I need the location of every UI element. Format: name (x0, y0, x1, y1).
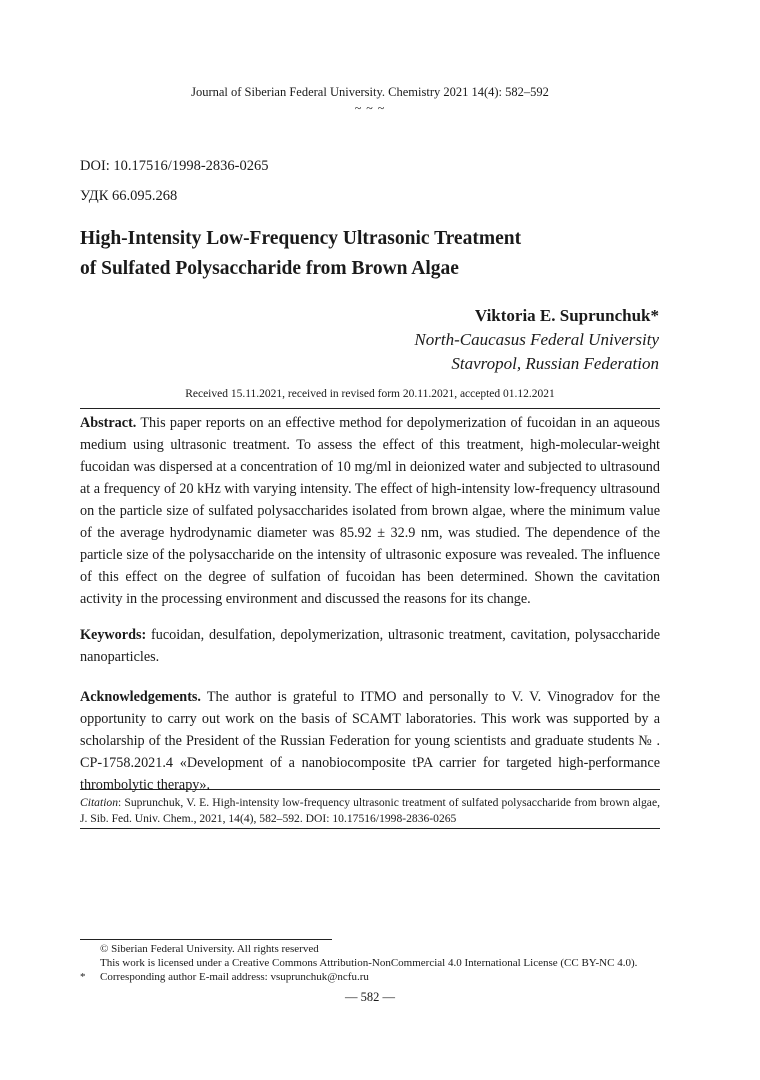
abstract (80, 412, 660, 610)
page-number: — 582 — (345, 990, 395, 1004)
citation (80, 795, 660, 827)
footnote-copyright: © Siberian Federal University. All rights reserved (100, 943, 319, 955)
acknowledgements-text: The author is grateful to ITMO and personally to V. V. Vinogradov for the opportunity to carry out work on the basis of SCAMT laboratories. This work was supported by a scholarship of the President of the Russian Federation for young scientists and graduate students № . СР-1758.2021.4 «Development of a nanobiocomposite tPA carrier for targeted high-performance thrombolytic therapy». (80, 689, 660, 793)
udk-code: УДК 66.095.268 (80, 188, 178, 204)
journal-header: Journal of Siberian Federal University. Chemistry 2021 14(4): 582–592 (191, 85, 549, 99)
keywords (80, 624, 660, 668)
title-line-1: High-Intensity Low-Frequency Ultrasonic Treatment (80, 228, 522, 249)
citation-text: : Suprunchuk, V. E. High-intensity low-frequency ultrasonic treatment of sulfated polysaccharide from brown algae, J. Sib. Fed. Univ. Chem., 2021, 14(4), 582–592. DOI: 10.17516/1998-2836-0265 (80, 796, 660, 825)
title-line-2: of Sulfated Polysaccharide from Brown Algae (80, 258, 459, 279)
footnote-corresponding: * Corresponding author E-mail address: vsuprunchuk@ncfu.ru (80, 971, 369, 983)
affiliation-university: North-Caucasus Federal University (414, 330, 659, 349)
divider-citation-top (80, 789, 660, 790)
abstract-text: This paper reports on an effective method for depolymerization of fucoidan in an aqueous medium using ultrasonic treatment. To assess the effect of this treatment, high-molecular-weight fucoidan was dispersed at a concentration of 10 mg/ml in deionized water and subjected to ultrasound at a frequency of 20 kHz with varying intensity. The effect of high-intensity low-frequency ultrasound on the particle size of sulfated polysaccharides isolated from brown algae, where the minimum value of the average hydrodynamic diameter was 85.92 ± 32.9 nm, was studied. The dependence of the particle size of the polysaccharide on the intensity of ultrasonic exposure was revealed. The influence of this effect on the degree of sulfation of fucoidan has been determined. Shown the cavitation activity in the processing environment and discussed the reasons for its change. (80, 415, 660, 607)
acknowledgements-label: Acknowledgements. (80, 689, 201, 705)
divider-top (80, 408, 660, 409)
keywords-text: fucoidan, desulfation, depolymerization, ultrasonic treatment, cavitation, polysaccharide nanoparticles. (80, 627, 660, 665)
keywords-label: Keywords: (80, 627, 147, 643)
received-dates: Received 15.11.2021, received in revised form 20.11.2021, accepted 01.12.2021 (185, 388, 555, 400)
footnote-license: This work is licensed under a Creative Commons Attribution-NonCommercial 4.0 International License (CC BY-NC 4.0). (100, 957, 638, 969)
abstract-label: Abstract. (80, 415, 137, 431)
header-ornament: ~ ~ ~ (354, 101, 386, 115)
article-title (80, 224, 640, 284)
author-name: Viktoria E. Suprunchuk* (474, 306, 659, 325)
divider-citation-bottom (80, 828, 660, 829)
footnote-divider (80, 939, 332, 940)
asterisk-mark: * (80, 971, 86, 983)
author-block (414, 304, 659, 376)
affiliation-location: Stavropol, Russian Federation (451, 354, 659, 373)
citation-label: Citation (80, 796, 119, 809)
doi: DOI: 10.17516/1998-2836-0265 (80, 158, 269, 174)
acknowledgements (80, 686, 660, 796)
